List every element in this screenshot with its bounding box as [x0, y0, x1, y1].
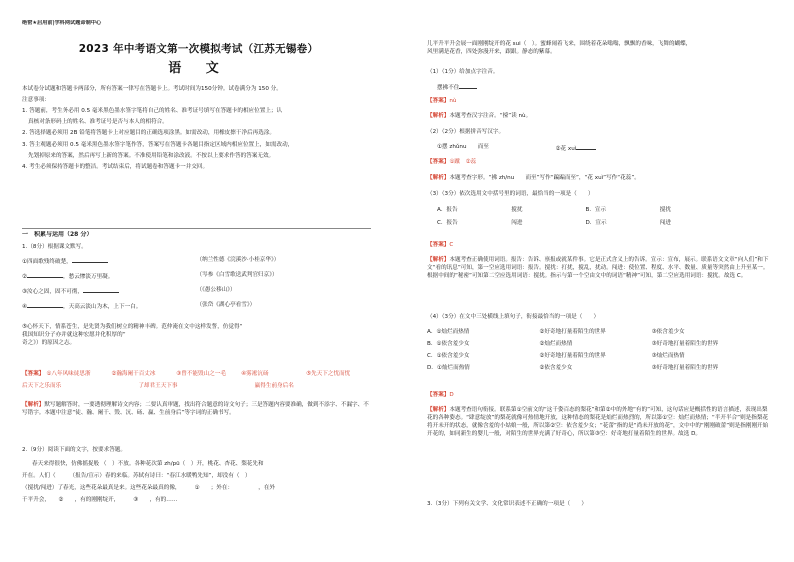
poem-line [22, 271, 371, 281]
analysis-label: 【解析】 [427, 257, 450, 263]
answer-item: ④雾凇沆砀 [241, 371, 269, 377]
instruction-line: 2. 答选择题必须用 2B 铅笔将答题卡上对应题目的正确选项涂黑。如需改动，用橡皮擦干净后再选涂。 [22, 130, 276, 137]
instruction-line: 3. 答主观题必须用 0.5 毫米黑色墨水签字笔作答，答案写在答题卡各题目指定区域内相应位置上，如需改动， [22, 141, 294, 148]
analysis-label: 【解析】 [427, 175, 450, 181]
option: A．①灿烂而热情 [427, 329, 470, 335]
option: 闯进 [659, 220, 671, 227]
answer-label: 【答案】 [427, 159, 450, 165]
analysis-text: 默写题解答时，一要透彻理解诗文内容；二要认真审题，找出符合题意的诗文句子；三是答题内容要准确，做到不添字、不漏字、不写错字。本题中注意“徒、瀚、阑干、毁、沆、砀、赢、生前身后”等字词的正确书写。 [22, 402, 369, 417]
option-row [427, 328, 764, 336]
blank-line [72, 256, 108, 263]
analysis-text: 本题考查正确使用词语。报告：告诉、禀报或就某件事。它是正式含义上的告诉。宣示：宣布，展示。联系语文文章“向人们”和下文“看的讯息”可知，第一空应选用词语：报告。搅扰：打扰，搅乱，扰动。闯进：使位置、程度、水平、数量、质量等突然由上升至某一。根据中间的“秘密”可知第二空应选用词语：搅扰。指示与第一个空由文中的词语“精神”可知，第二空应选用词语：搅扰。故选 C。 [427, 257, 769, 280]
q2-title: 2.（9分）阅读下面的文字，按要求答题。 [22, 447, 126, 453]
option: ③好奇地打量着陌生的世界 [651, 365, 719, 372]
poem-lines [22, 256, 371, 316]
answer-2 [427, 158, 794, 166]
q2-line: 开在。人们（ （报告/宣示）春的来临。苏轼有诗曰：“春江水暖鸭先知”，却没有（ ） [22, 473, 251, 480]
q1-answer [22, 370, 371, 390]
subq-4-options [427, 328, 764, 372]
q3-title: 3.（3分）下列有关文学、文化常识表述不正确的一项是（ ） [427, 501, 587, 507]
answer-3 [427, 241, 794, 249]
option: 搅扰 [659, 207, 671, 213]
analysis-3 [427, 256, 772, 280]
analysis-2 [427, 174, 794, 182]
blank-line [27, 301, 63, 308]
option-row [427, 364, 764, 372]
option: 闯进 [511, 220, 523, 227]
instructions [22, 85, 371, 171]
instruction-line: 本试卷分试题和答题卡两部分，所有答案一律写在答题卡上。考试时间为150分钟。试卷满分为 150 分。 [22, 86, 282, 92]
q1-analysis [22, 401, 371, 417]
section-title: 一 积累与运用（28 分） [22, 231, 93, 238]
option: ③依含羞少女 [651, 329, 685, 335]
option: A．报告 [437, 207, 458, 213]
instruction-line: 先划掉原来的答案，然后再写上新的答案。不准使用铅笔和涂改液。不按以上要求作答的答案无效。 [28, 152, 275, 159]
poem-source: （张岱《湖心亭看雪》） [196, 302, 256, 309]
option-row [437, 206, 734, 214]
analysis-4 [427, 406, 772, 438]
blank-line [83, 286, 119, 293]
poem-tail: ，愁云惨淡万里凝。 [63, 274, 114, 281]
poem-line [22, 301, 371, 311]
option: C．报告 [437, 220, 458, 227]
option: ②灿烂而热情 [539, 341, 573, 348]
subq-2-items [437, 143, 674, 153]
passage-line: 儿平升平升会展一面刚刚绽开的花 sui（ ）。蜜蜂闹着飞来，围绕着花朵嗡嗡，飘飘的香味，飞舞的蝴蝶， [427, 41, 692, 47]
q1-para-line: ⑤心怀天下，情系苍生，是先贤为我们树立的精神丰碑。范仲淹在文中这样发誓，仿觉得“ [22, 324, 243, 330]
subq-2: （2）（2分）根据拼音写汉字。 [427, 129, 505, 135]
poem-line [22, 256, 371, 266]
answer-item: ③曾不能毁山之一毛 [176, 371, 226, 377]
poem-text: ④ [22, 304, 28, 311]
option: ③好奇地打量着陌生的世界 [651, 341, 719, 348]
q2-line: 千平升会， ② ，有的刚刚绽开， ③ ，有的…… [22, 497, 178, 504]
poem-source: （岑参《白雪歌送武判官归京》） [196, 272, 278, 279]
answer-4 [427, 391, 794, 399]
option: D．①灿烂而热情 [427, 365, 470, 372]
analysis-label: 【解析】 [427, 407, 450, 413]
q1-paragraph [22, 323, 371, 347]
q2-line: （搅扰/闯进）了春光，这些花朵最真是来。这些花朵最真的像， ① ；外在： ，在外 [22, 485, 276, 492]
blank-line [459, 82, 477, 89]
answer-text: D [449, 392, 454, 398]
answer-label: 【答案】 [427, 98, 450, 104]
answer-label: 【答案】 [427, 242, 450, 248]
subq-2-item: ①摆 zhǔnu 而至 [437, 144, 489, 150]
q1-para-line: 奇之》）的原因之志。 [22, 340, 76, 347]
q1-title: 1.（8分）根据课文默写。 [22, 244, 87, 250]
poem-tail: ，天高云淡山为木，上下一白。 [63, 304, 142, 311]
analysis-text: 本题考查语句衔接。联系第①空前文的“这千姿百态的梨花”和第②中的外地“有的”可知，这句话应是概括性的语言描述，表现出梨花的各种姿态。“肆意绽放”的梨花就像可热情地开放，这种情态的梨花是灿烂而热烈的，所以第①空：灿烂而热情；“半开半合”则是指梨花将开未开的状态，就像含羞的小姑娘一般，所以第②空：依含羞少女；“花蕾”指的是“尚未开放的花”，文中中的“刚刚破蕾”则是指刚刚开始开花的，如同新生的婴儿一般，对陌生的世界充满了好奇心，所以第③空：好奇地打量着陌生的世界。故选 D。 [427, 407, 769, 438]
analysis-label: 【解析】 [22, 402, 45, 408]
option: ②好奇地打量着陌生的世界 [539, 353, 606, 360]
subq-2-item [556, 143, 675, 153]
item-text: ②花 xuì [555, 146, 577, 152]
poem-source: （纳兰性德《浣溪沙·小桂京华》） [196, 257, 280, 263]
blank-line [27, 271, 63, 278]
subject-title: 语 文 [168, 61, 229, 76]
option: C．①依含羞少女 [427, 353, 470, 360]
answer-label: 【答案】 [427, 392, 450, 398]
analysis-label: 【解析】 [427, 113, 450, 119]
answer-text: C [449, 242, 454, 248]
header-tag: 绝密★启用前|学科网试题命制中心 [22, 20, 102, 26]
instruction-line: 真核对条形码上的姓名、准考证号是否与本人的相符合。 [28, 119, 168, 126]
poem-line [22, 286, 371, 296]
option-row [437, 219, 734, 227]
answer-item: ①八年风味徒思浙 [46, 371, 91, 377]
passage-continued [427, 40, 772, 56]
option: B．宣示 [585, 207, 607, 213]
answer-1 [427, 97, 794, 105]
exam-title: 2023 年中考语文第一次模拟考试（江苏无锡卷） [78, 43, 319, 55]
subq-1-word [437, 82, 794, 92]
analysis-text: 本题考查字形。“拂 zh/nu 而至”写作“蹁蹁而至”，“花 xuì”写作“花蕊”。 [449, 175, 640, 181]
passage-line: 风里满是花香，四处弥漫开来，跟跟。静态的紫幕。 [427, 49, 556, 56]
poem-text: ③汝心之固，固不可彻， [22, 289, 83, 296]
instruction-line: 1. 答题前，考生务必用 0.5 毫米黑色墨水签字笔将自己的姓名、准考证号填写在答题卡的相应位置上；认 [22, 108, 283, 115]
answer-item: 赢得生前身后名 [254, 383, 294, 390]
option: D．宣示 [585, 220, 607, 227]
option-row [427, 340, 764, 348]
option: 搅扰 [511, 207, 523, 213]
answer-item: ②瀚海阑干百丈冰 [111, 371, 156, 377]
option-row [427, 352, 764, 360]
subq-3-options [437, 206, 734, 227]
word-text: 摆拂不住 [437, 85, 460, 91]
option: ②依含羞少女 [539, 365, 573, 372]
poem-source: （《愚公移山》） [196, 287, 236, 294]
answer-text: nù [449, 98, 457, 104]
answer-label: 【答案】 [22, 371, 45, 377]
answer-item: ⑤先天下之忧而忧 [306, 371, 351, 377]
poem-text: ①四面歌残终破楚， [22, 259, 72, 265]
instruction-line: 注意事项： [22, 97, 50, 104]
subq-1: （1）（1分）给加点字注音。 [427, 69, 499, 75]
analysis-text: 本题考查汉字注音。“擡”读 nù。 [449, 113, 532, 119]
q2-passage [22, 460, 371, 504]
instruction-line: 4. 考生必须保持答题卡的整洁。考试结束后，将试题卷和答题卡一并交回。 [22, 163, 209, 170]
answer-text: ①蹴 ②蕊 [449, 159, 477, 165]
poem-text: ② [22, 274, 28, 281]
q2-line: 春天来得很快，仿佛摇捉般 （ ）不放。各种花次第 zh/pū（ ）开，桃花、杏花、梨花先和 [32, 461, 264, 467]
answer-item: 了却君王天下事 [138, 383, 178, 390]
option: ②好奇地打量着陌生的世界 [539, 329, 606, 335]
right-page [397, 0, 794, 562]
blank-line [576, 143, 596, 150]
answer-item: 后天下之乐而乐 [22, 383, 62, 390]
q1-para-line: 我国知识分子亦并就这种宏愿并化积厚的“ [22, 332, 126, 339]
section-divider [22, 228, 371, 229]
option: B．①依含羞少女 [427, 341, 470, 348]
subq-4: （4）（3分）在文中三处横线上填句子，衔接最恰当的一项是（ ） [427, 314, 600, 320]
analysis-1 [427, 112, 794, 120]
option: ③灿烂而热情 [651, 353, 685, 360]
subq-3: （3）（3分）依次选用文中括号里的词语，最恰当的一项是（ ） [427, 191, 594, 197]
